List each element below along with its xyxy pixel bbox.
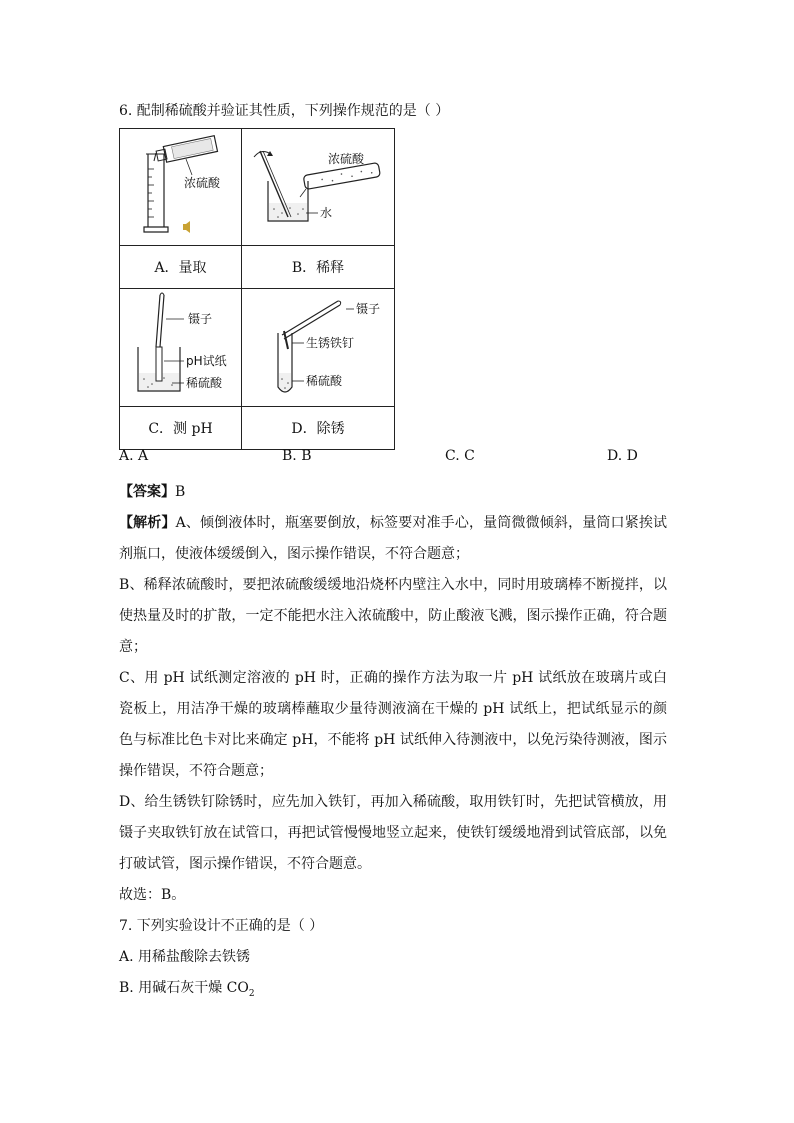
label-concentrated-acid-b: 浓硫酸 xyxy=(328,152,365,166)
option-b[interactable]: B. B xyxy=(282,448,312,464)
analysis-d: D、给生锈铁钉除锈时，应先加入铁钉，再加入稀硫酸，取用铁钉时，先把试管横放，用镊子夹取铁钉放在试管口，再把试管慢慢地竖立起来，使铁钉缓缓地滑到试管底部，以免打破试管，图示操作错误，不符合题意。 xyxy=(119,794,667,872)
label-tweezers-d: 镊子 xyxy=(356,302,381,316)
figure-c-ph-test xyxy=(120,289,241,402)
question-6-options xyxy=(119,448,639,468)
question-7-option-b-text: B. 用碱石灰干燥 CO xyxy=(119,980,249,996)
label-water: 水 xyxy=(320,206,333,220)
analysis-tag: 【解析】 xyxy=(119,515,176,531)
figure-b-cell xyxy=(242,129,395,246)
figure-d-cell xyxy=(242,289,395,407)
label-rusty-nail: 生锈铁钉 xyxy=(306,336,355,350)
label-ph-paper: pH试纸 xyxy=(186,354,227,368)
question-7-option-b[interactable] xyxy=(119,973,667,1010)
figure-b-dilution xyxy=(242,129,394,241)
question-6-stem: 6. 配制稀硫酸并验证其性质，下列操作规范的是（ ） xyxy=(119,103,450,119)
figure-a-cell xyxy=(120,129,242,246)
caption-a: A．量取 xyxy=(120,246,242,289)
question-7-stem: 7. 下列实验设计不正确的是（ ） xyxy=(119,918,324,934)
caption-d: D．除锈 xyxy=(242,407,395,450)
figure-d-rust-removal xyxy=(242,289,394,402)
answer-tag: 【答案】 xyxy=(119,484,175,500)
analysis-a xyxy=(119,508,667,570)
option-c[interactable]: C. C xyxy=(445,448,475,464)
analysis-c: C、用 pH 试纸测定溶液的 pH 时，正确的操作方法为取一片 pH 试纸放在玻璃片或白瓷板上，用洁净干燥的玻璃棒蘸取少量待测液滴在干燥的 pH 试纸上，把试纸显示的颜色与标准比色卡对比来确定 pH，不能将 pH 试纸伸入待测液中，以免污染待测液，图示操作错误，不符合题意； xyxy=(119,670,667,779)
figure-a-measuring-cylinder xyxy=(120,129,241,241)
operations-figure-table xyxy=(119,128,395,450)
question-7-option-a[interactable]: A. 用稀盐酸除去铁锈 xyxy=(119,949,251,965)
figure-c-cell xyxy=(120,289,242,407)
answer-value: B xyxy=(175,484,186,500)
caption-c: C．测 pH xyxy=(120,407,242,450)
option-d[interactable]: D. D xyxy=(607,448,638,464)
label-concentrated-acid: 浓硫酸 xyxy=(184,176,221,190)
question-7-option-b-subscript: 2 xyxy=(248,988,255,999)
label-dilute-acid-c: 稀硫酸 xyxy=(186,376,223,390)
analysis-a-text: A、倾倒液体时，瓶塞要倒放，标签要对准手心，量筒微微倾斜，量筒口紧挨试剂瓶口，使液体缓缓倒入，图示操作错误，不符合题意； xyxy=(119,515,668,562)
answer-line xyxy=(119,477,667,508)
label-dilute-acid-d: 稀硫酸 xyxy=(306,374,343,388)
option-a[interactable]: A. A xyxy=(119,448,149,464)
caption-b: B．稀释 xyxy=(242,246,395,289)
analysis-conclusion: 故选：B。 xyxy=(119,887,186,903)
label-tweezers: 镊子 xyxy=(188,312,213,326)
analysis-b: B、稀释浓硫酸时，要把浓硫酸缓缓地沿烧杯内壁注入水中，同时用玻璃棒不断搅拌，以使热量及时的扩散，一定不能把水注入浓硫酸中，防止酸液飞溅，图示操作正确，符合题意； xyxy=(119,577,667,655)
